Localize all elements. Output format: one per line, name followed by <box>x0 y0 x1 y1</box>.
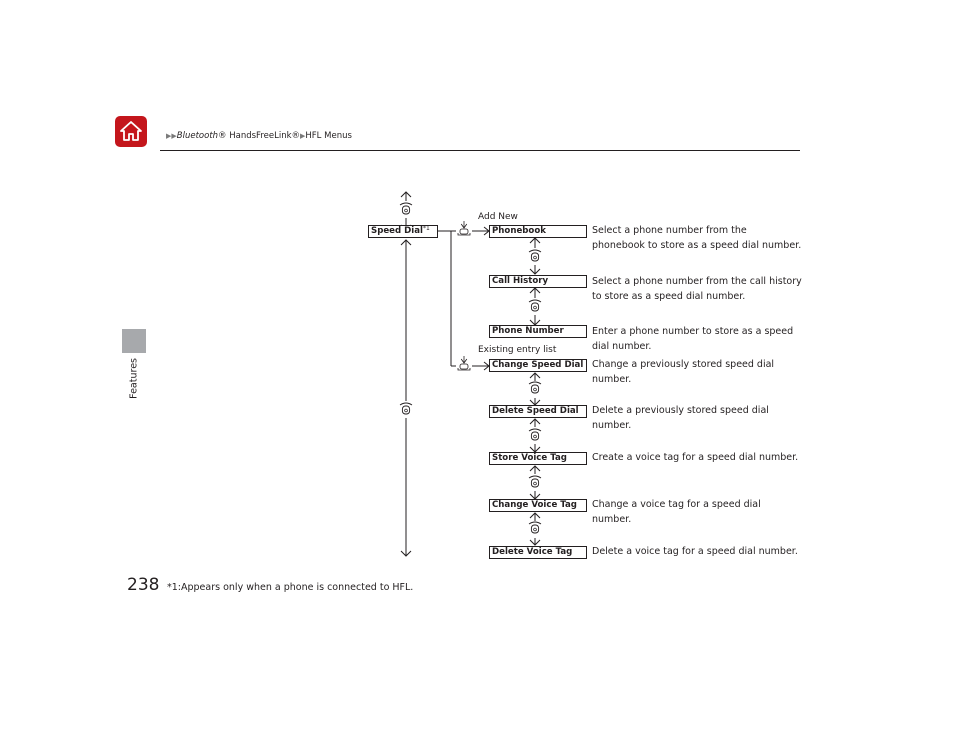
desc-phone-number: Enter a phone number to store as a speed dial number. <box>592 326 794 352</box>
menu-change-voice-tag[interactable]: Change Voice Tag <box>489 499 587 512</box>
menu-call-history[interactable]: Call History <box>489 275 587 288</box>
branch-label-add-new: Add New <box>478 212 518 222</box>
menu-change-speed-dial[interactable]: Change Speed Dial <box>489 359 587 372</box>
menu-delete-voice-tag[interactable]: Delete Voice Tag <box>489 546 587 559</box>
desc-store-voice-tag: Create a voice tag for a speed dial number. <box>592 452 799 463</box>
footnote: *1:Appears only when a phone is connected to HFL. <box>167 582 414 593</box>
registered-mark: ® <box>218 131 227 141</box>
desc-phonebook: Select a phone number from the phonebook to store as a speed dial number. <box>592 225 802 251</box>
desc-call-history: Select a phone number from the call history to store as a speed dial number. <box>592 276 802 302</box>
desc-delete-voice-tag: Delete a voice tag for a speed dial number. <box>592 546 798 557</box>
breadcrumb-separator: ▶ <box>300 132 306 140</box>
breadcrumb-hfl-menus[interactable]: HFL Menus <box>305 131 352 141</box>
menu-store-voice-tag[interactable]: Store Voice Tag <box>489 452 587 465</box>
breadcrumb-handsfreelink[interactable]: HandsFreeLink® <box>226 131 301 141</box>
menu-delete-speed-dial[interactable]: Delete Speed Dial <box>489 405 587 418</box>
menu-phone-number[interactable]: Phone Number <box>489 325 587 338</box>
footnote-marker: *1 <box>422 225 430 232</box>
press-knob-icon <box>456 221 472 373</box>
desc-delete-speed-dial: Delete a previously stored speed dial number. <box>592 405 769 431</box>
menu-speed-dial[interactable]: Speed Dial$^{*1}$ <box>368 225 438 238</box>
branch-label-existing: Existing entry list <box>478 345 557 355</box>
menu-phonebook[interactable]: Phonebook <box>489 225 587 238</box>
breadcrumb-bluetooth[interactable]: Bluetooth <box>176 131 219 141</box>
desc-change-speed-dial: Change a previously stored speed dial number. <box>592 359 775 385</box>
section-label: Features <box>128 358 140 399</box>
page-number: 238 <box>127 575 160 595</box>
desc-change-voice-tag: Change a voice tag for a speed dial number. <box>592 499 761 525</box>
breadcrumb-separator: ▶▶ <box>166 132 177 140</box>
